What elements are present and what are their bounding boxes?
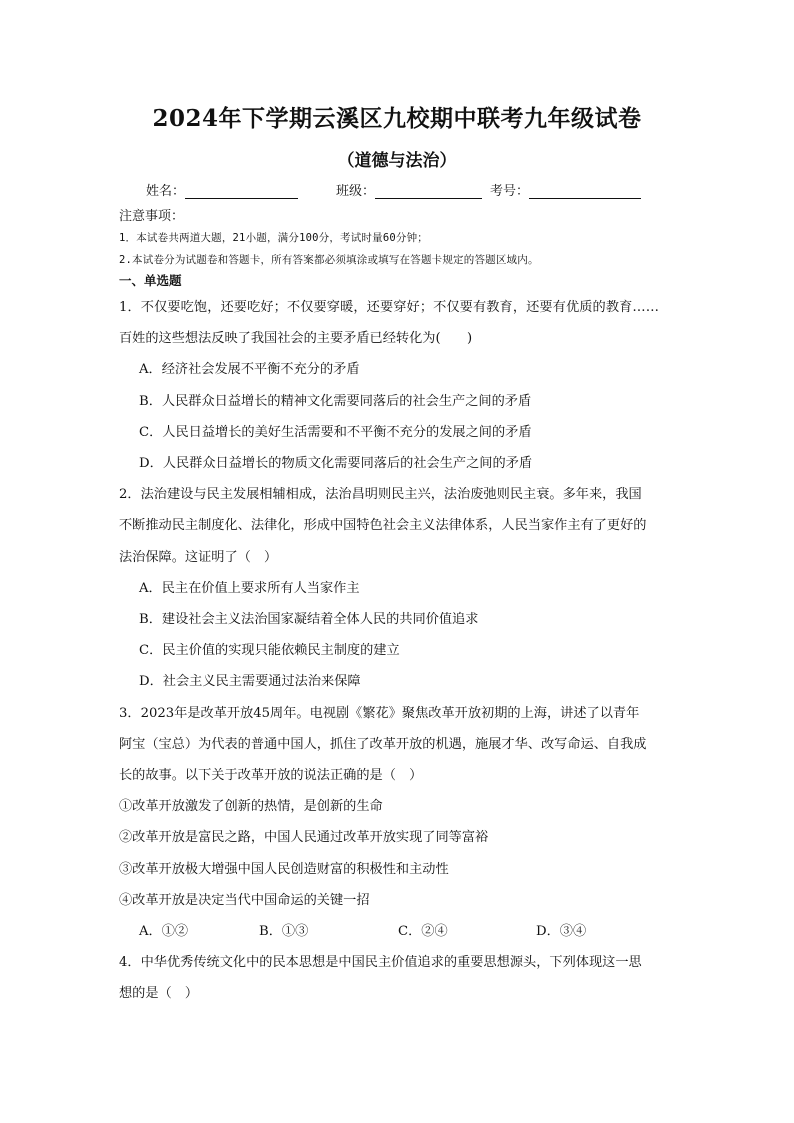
option-a: A．民主在价值上要求所有人当家作主 — [139, 580, 360, 596]
option-a: A．经济社会发展不平衡不充分的矛盾 — [139, 362, 360, 378]
question-stem-line: 阿宝（宝总）为代表的普通中国人，抓住了改革开放的机遇，施展才华、改写命运、自我成 — [119, 736, 647, 752]
notice-item: 2.本试卷分为试题卷和答题卡，所有答案都必须填涂或填写在答题卡规定的答题区域内。 — [119, 254, 539, 266]
question-stem-line: 长的故事。以下关于改革开放的说法正确的是（ ） — [119, 768, 423, 784]
question-stem-line: 想的是（ ） — [119, 986, 199, 1002]
section-title: 一、单选题 — [119, 273, 182, 288]
statement-4: ④改革开放是决定当代中国命运的关键一招 — [119, 892, 370, 908]
notice-item: 1．本试卷共两道大题，21小题，满分100分，考试时量60分钟； — [119, 232, 428, 244]
statement-1: ①改革开放激发了创新的热情，是创新的生命 — [119, 799, 383, 815]
choice-a: A．①② — [139, 924, 189, 940]
name-label: 姓名： — [146, 184, 186, 199]
question-stem-line: 法治保障。这证明了（ ） — [119, 549, 278, 565]
question-1 — [119, 292, 679, 479]
question-stem-line: 百姓的这些想法反映了我国社会的主要矛盾已经转化为( ) — [119, 331, 473, 347]
notice-heading: 注意事项： — [119, 209, 185, 224]
exam-subject: （道德与法治） — [337, 151, 457, 171]
question-3 — [119, 698, 679, 948]
name-field — [146, 180, 298, 199]
choice-d: D．③④ — [536, 924, 587, 940]
option-d: D．社会主义民主需要通过法治来保障 — [139, 674, 361, 690]
option-c: C．人民日益增长的美好生活需要和不平衡不充分的发展之间的矛盾 — [139, 424, 532, 440]
option-b: B．人民群众日益增长的精神文化需要同落后的社会生产之间的矛盾 — [139, 393, 532, 409]
choice-b: B．①③ — [259, 924, 309, 940]
option-c: C．民主价值的实现只能依赖民主制度的建立 — [139, 643, 400, 659]
choice-c: C．②④ — [398, 924, 448, 940]
question-stem-line: 4．中华优秀传统文化中的民本思想是中国民主价值追求的重要思想源头，下列体现这一思 — [119, 955, 642, 971]
exam-number-label: 考号： — [490, 184, 530, 199]
name-blank — [185, 183, 298, 199]
statement-2: ②改革开放是富民之路，中国人民通过改革开放实现了同等富裕 — [119, 830, 489, 846]
exam-number-field — [490, 180, 641, 199]
question-4 — [119, 947, 679, 1009]
exam-title: 2024年下学期云溪区九校期中联考九年级试卷 — [152, 105, 642, 132]
class-label: 班级： — [336, 184, 376, 199]
question-stem-line: 2．法治建设与民主发展相辅相成，法治昌明则民主兴，法治废弛则民主衰。多年来，我国 — [119, 487, 642, 503]
class-field — [336, 180, 482, 199]
exam-number-blank — [529, 183, 641, 199]
option-d: D．人民群众日益增长的物质文化需要同落后的社会生产之间的矛盾 — [139, 456, 533, 472]
choice-row — [119, 916, 679, 947]
question-2 — [119, 479, 679, 697]
question-stem-line: 3．2023年是改革开放45周年。电视剧《繁花》聚焦改革开放初期的上海，讲述了以青年 — [119, 705, 640, 721]
option-b: B．建设社会主义法治国家凝结着全体人民的共同价值追求 — [139, 612, 479, 628]
question-stem-line: 1．不仅要吃饱，还要吃好；不仅要穿暖，还要穿好；不仅要有教育，还要有优质的教育…… — [119, 300, 659, 315]
question-stem-line: 不断推动民主制度化、法律化，形成中国特色社会主义法律体系，人民当家作主有了更好的 — [119, 518, 647, 534]
statement-3: ③改革开放极大增强中国人民创造财富的积极性和主动性 — [119, 861, 449, 877]
question-list — [119, 292, 679, 1010]
class-blank — [375, 183, 482, 199]
